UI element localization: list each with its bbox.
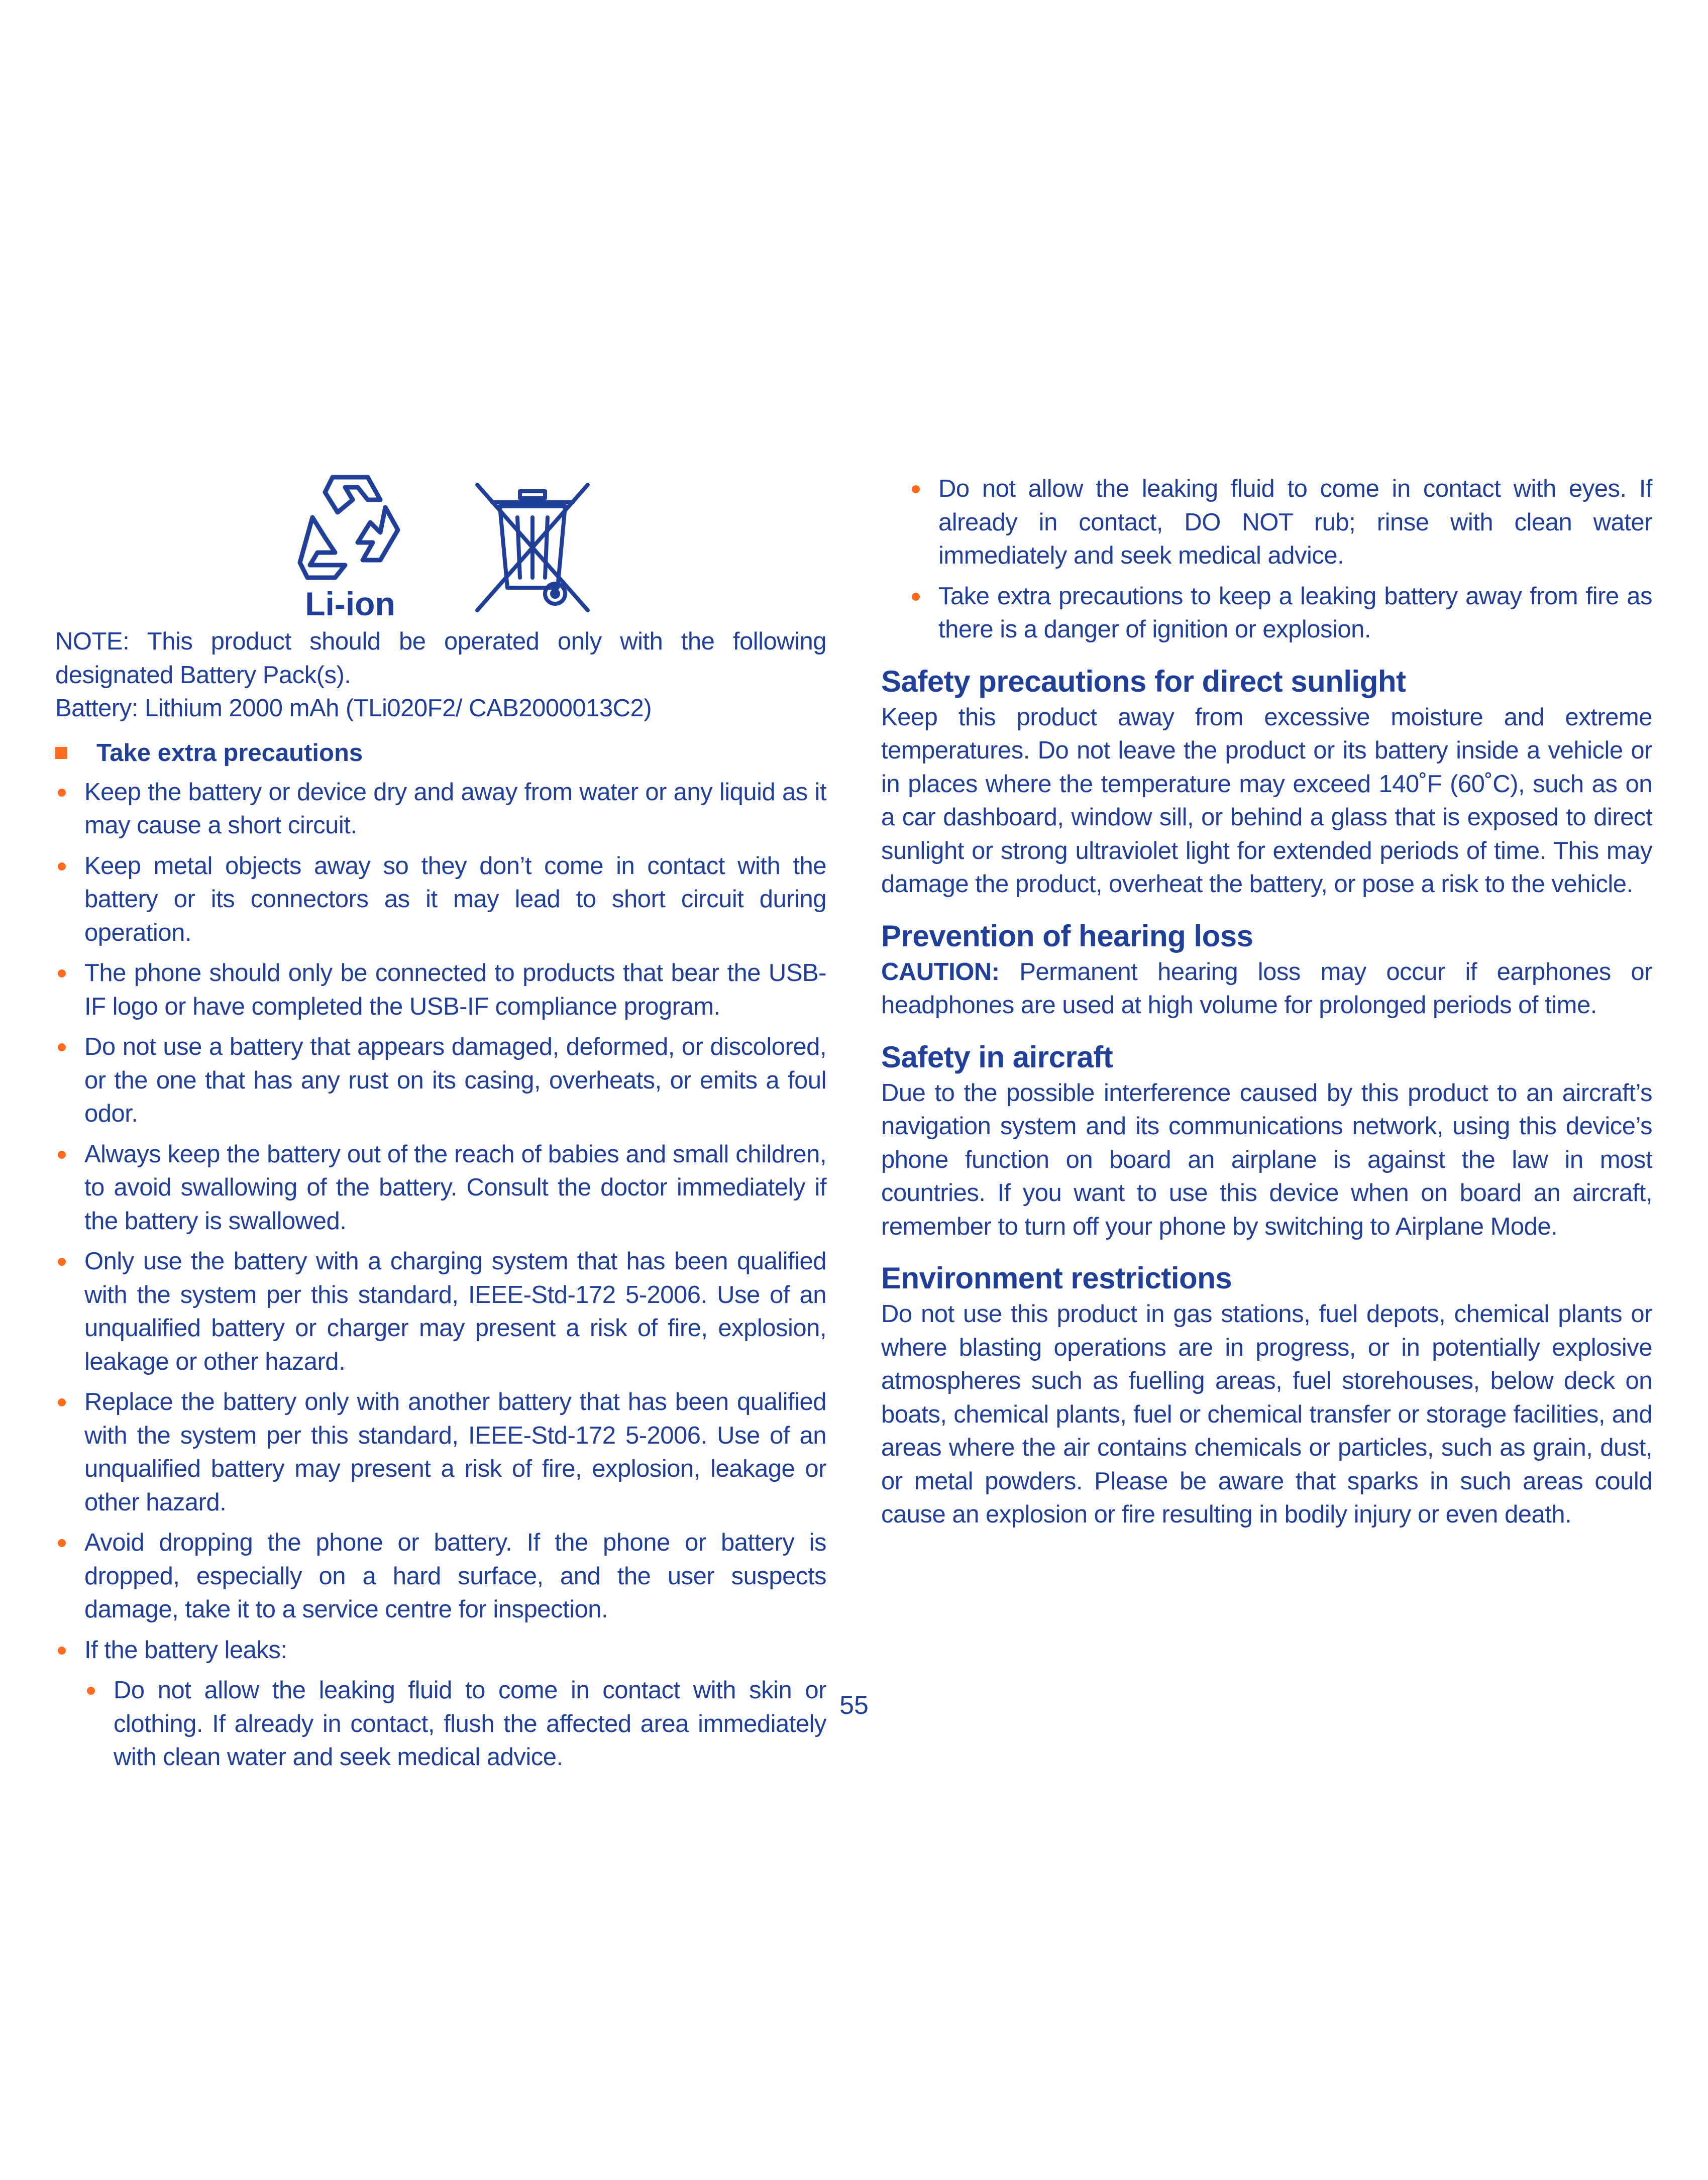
- aircraft-text: Due to the possible interference caused by this product to an aircraft’s navigation system and its communications network, using this device’s phone function on board an airplane is against the law in most countries. If you want to use this device when on board an aircraft, remember to turn off your phone by switching to Airplane Mode.: [881, 1079, 1652, 1240]
- left-column: [55, 472, 826, 1781]
- bullet-dot-icon: [58, 969, 66, 977]
- sunlight-heading: Safety precautions for direct sunlight: [881, 664, 1406, 698]
- page-number: 55: [839, 1691, 869, 1720]
- hearing-loss-heading: Prevention of hearing loss: [881, 919, 1253, 953]
- list-item: [55, 1245, 826, 1378]
- hearing-loss-text: [881, 955, 1652, 1022]
- caution-label: CAUTION:: [881, 958, 1000, 986]
- bullet-dot-icon: [58, 1398, 66, 1406]
- bullet-dot-icon: [58, 862, 66, 870]
- environment-text: Do not use this product in gas stations, fuel depots, chemical plants or where blasting operations are in progress, or in potentially explosive atmospheres such as fuelling areas, fuel storehouses, below deck on boats, chemical plants, fuel or chemical transfer or storage facilities, and areas where the air contains chemicals or particles, such as grain, dust, or metal powders. Please be aware that sparks in such areas could cause an explosion or fire resulting in bodily injury or even death.: [881, 1300, 1652, 1528]
- hearing-loss-body: Permanent hearing loss may occur if earphones or headphones are used at high volume for prolonged periods of time.: [881, 958, 1652, 1019]
- list-item-text: Always keep the battery out of the reach of babies and small children, to avoid swallowing of the battery. Consult the doctor immediately if the battery is swallowed.: [84, 1140, 826, 1235]
- list-item-text: Do not use a battery that appears damaged, deformed, or discolored, or the one that has any rust on its casing, overheats, or emits a foul odor.: [84, 1033, 826, 1127]
- heading-text: Take extra precautions: [96, 739, 363, 767]
- list-item-text: Keep metal objects away so they don’t come in contact with the battery or its connectors as it may lead to short circuit during operation.: [84, 852, 826, 946]
- bullet-dot-icon: [912, 593, 920, 601]
- list-item: [55, 1030, 826, 1131]
- bullet-dot-icon: [912, 485, 920, 493]
- battery-leak-continued-list: [909, 472, 1652, 646]
- list-item: [55, 1385, 826, 1519]
- list-item-text: If the battery leaks:: [84, 1636, 287, 1664]
- bullet-dot-icon: [58, 1258, 66, 1266]
- list-item: [55, 1526, 826, 1626]
- sunlight-text: Keep this product away from excessive moisture and extreme temperatures. Do not leave the product or its battery inside a vehicle or in places where the temperature may exceed 140˚F (60˚C), such as on a car dashboard, window sill, or behind a glass that is exposed to direct sunlight or strong ultraviolet light for extended periods of time. This may damage the product, overheat the battery, or pose a risk to the vehicle.: [881, 703, 1652, 898]
- bullet-dot-icon: [58, 1043, 66, 1051]
- list-item-text: Only use the battery with a charging system that has been qualified with the system per this standard, IEEE-Std-172 5-2006. Use of an unqualified battery or charger may present a risk of fire, explosion, leakage or other hazard.: [84, 1248, 826, 1375]
- battery-logos: [55, 472, 826, 623]
- bullet-dot-icon: [58, 789, 66, 797]
- battery-spec: Battery: Lithium 2000 mAh (TLi020F2/ CAB2000013C2): [55, 695, 652, 722]
- designated-battery-note: NOTE: This product should be operated only with the following designated Battery Pack(s).: [55, 628, 826, 689]
- list-item-text: The phone should only be connected to products that bear the USB-IF logo or have completed the USB-IF compliance program.: [84, 959, 826, 1020]
- square-bullet-icon: [55, 747, 67, 759]
- aircraft-heading: Safety in aircraft: [881, 1040, 1113, 1074]
- right-column: [881, 472, 1652, 1532]
- list-item: [55, 1138, 826, 1238]
- environment-heading: Environment restrictions: [881, 1261, 1232, 1295]
- list-item: [55, 776, 826, 842]
- bullet-dot-icon: [58, 1151, 66, 1159]
- precautions-list: [55, 776, 826, 1774]
- list-item: [55, 849, 826, 950]
- sub-list-item: [909, 472, 1652, 573]
- take-extra-precautions-heading: [55, 736, 826, 770]
- list-item-text: Avoid dropping the phone or battery. If the phone or battery is dropped, especially on a hard surface, and the user suspects damage, take it to a service centre for inspection.: [84, 1529, 826, 1623]
- bullet-dot-icon: [58, 1647, 66, 1655]
- sub-list-item-text: Do not allow the leaking fluid to come in contact with skin or clothing. If already in contact, flush the affected area immediately with clean water and seek medical advice.: [114, 1677, 826, 1771]
- list-item-text: Replace the battery only with another battery that has been qualified with the system per this standard, IEEE-Std-172 5-2006. Use of an unqualified battery may present a risk of fire, explosion, leakage or other hazard.: [84, 1388, 826, 1516]
- bullet-dot-icon: [58, 1539, 66, 1547]
- recycling-icon: [297, 472, 403, 620]
- sub-list-item-text: Take extra precautions to keep a leaking battery away from fire as there is a danger of ignition or explosion.: [938, 582, 1652, 643]
- sub-list-item: [909, 580, 1652, 646]
- list-item: [55, 956, 826, 1023]
- crossed-out-wheelie-bin-icon: [472, 482, 593, 613]
- sub-list-item-text: Do not allow the leaking fluid to come in contact with eyes. If already in contact, DO NOT rub; rinse with clean water immediately and seek medical advice.: [938, 475, 1652, 569]
- li-ion-label: Li-ion: [305, 585, 395, 620]
- list-item-text: Keep the battery or device dry and away from water or any liquid as it may cause a short circuit.: [84, 778, 826, 839]
